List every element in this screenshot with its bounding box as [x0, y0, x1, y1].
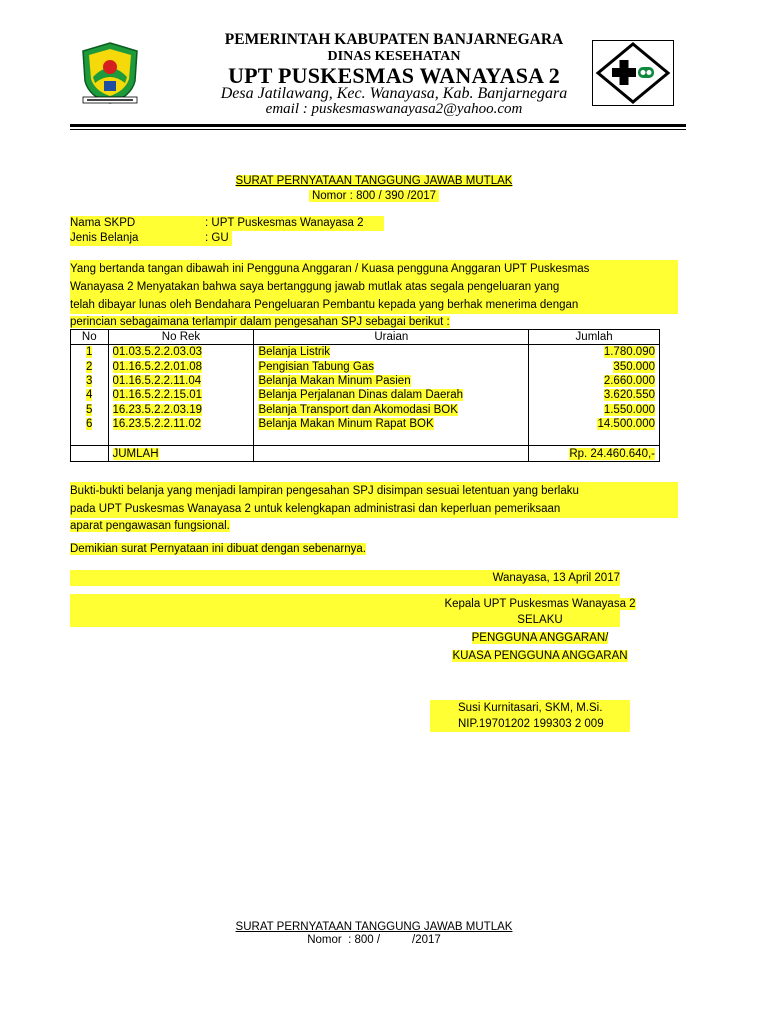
document-number: Nomor : 800 / 390 /2017 — [309, 190, 439, 202]
row-uraian: Belanja Perjalanan Dinas dalam Daerah — [258, 389, 464, 402]
statement-line: Demikian surat Pernyataan ini dibuat dengan sebenarnya. — [70, 543, 366, 555]
table-row — [71, 374, 660, 388]
row-no: 5 — [86, 403, 93, 416]
letterhead-government: PEMERINTAH KABUPATEN BANJARNEGARA — [224, 31, 564, 48]
closing-line-1: Bukti-bukti belanja yang menjadi lampiran pengesahan SPJ disimpan sesuai letentuan yang berlaku — [70, 482, 678, 500]
signature-role-4: KUASA PENGGUNA ANGGARAN — [452, 650, 628, 662]
closing-line-2: pada UPT Puskesmas Wanayasa 2 untuk kelengkapan administrasi dan keperluan pemeriksaan — [70, 500, 678, 518]
letterhead-institution: UPT PUSKESMAS WANAYASA 2 — [228, 63, 560, 88]
closing-paragraph — [70, 482, 678, 534]
row-no: 2 — [86, 360, 93, 373]
header-jumlah: Jumlah — [529, 330, 660, 345]
letterhead-rule-thin — [70, 129, 686, 130]
table-spacer-row — [71, 431, 660, 446]
row-no: 6 — [86, 417, 93, 430]
document-number-wrap — [0, 186, 748, 204]
nama-skpd-label: Nama SKPD — [70, 217, 136, 229]
intro-paragraph — [70, 260, 678, 330]
row-jumlah: 1.780.090 — [603, 346, 655, 359]
place-date: Wanayasa, 13 April 2017 — [492, 572, 620, 584]
next-page-number: Nomor : 800 / /2017 — [307, 934, 441, 946]
intro-line-4: perincian sebagaimana terlampir dalam pengesahan SPJ sebagai berikut : — [70, 316, 450, 328]
row-jumlah: 2.660.000 — [603, 375, 655, 388]
puskesmas-logo — [592, 40, 674, 106]
letterhead-address: Desa Jatilawang, Kec. Wanayasa, Kab. Banjarnegara — [220, 85, 568, 102]
letterhead-department: DINAS KESEHATAN — [327, 49, 461, 64]
intro-line-2: Wanayasa 2 Menyatakan bahwa saya bertanggung jawab mutlak atas segala pengeluaran yang — [70, 278, 678, 296]
row-jumlah: 3.620.550 — [603, 389, 655, 402]
letterhead-rule-thick — [70, 124, 686, 127]
signatory-name: Susi Kurnitasari, SKM, M.Si. — [430, 700, 630, 716]
row-jumlah: 14.500.000 — [597, 417, 655, 430]
row-uraian: Pengisian Tabung Gas — [258, 360, 374, 373]
row-no-rek: 01.03.5.2.2.03.03 — [112, 346, 203, 359]
place-date-bar — [70, 570, 620, 586]
row-no-rek: 01.16.5.2.2.01.08 — [112, 360, 203, 373]
row-jumlah: 350.000 — [613, 360, 655, 373]
row-no: 1 — [86, 346, 93, 359]
signature-role-2: SELAKU — [517, 614, 563, 626]
expense-table — [70, 329, 660, 462]
table-row — [71, 360, 660, 374]
row-no-rek: 01.16.5.2.2.11.04 — [112, 375, 202, 388]
document-title: SURAT PERNYATAAN TANGGUNG JAWAB MUTLAK — [235, 175, 513, 187]
next-page-title: SURAT PERNYATAAN TANGGUNG JAWAB MUTLAK — [235, 921, 513, 933]
row-no-rek: 16.23.5.2.2.11.02 — [112, 417, 202, 430]
signatory-nip: NIP.19701202 199303 2 009 — [430, 716, 630, 732]
row-jumlah: 1.550.000 — [603, 403, 655, 416]
row-uraian: Belanja Listrik — [258, 346, 331, 359]
table-row — [71, 345, 660, 360]
signature-role-1: Kepala UPT Puskesmas Wanayasa 2 — [444, 598, 636, 610]
nama-skpd-value: : UPT Puskesmas Wanayasa 2 — [205, 217, 364, 229]
table-total-row — [71, 446, 660, 461]
header-no-rek: No Rek — [108, 330, 254, 345]
row-uraian: Belanja Makan Minum Pasien — [258, 375, 411, 388]
signature-role-3: PENGGUNA ANGGARAN/ — [471, 632, 609, 644]
table-header-row — [71, 330, 660, 345]
header-uraian: Uraian — [254, 330, 529, 345]
row-no-rek: 01.16.5.2.2.15.01 — [112, 389, 203, 402]
signature-roles — [430, 596, 650, 664]
closing-line-3: aparat pengawasan fungsional. — [70, 520, 230, 532]
field-jenis-belanja — [70, 231, 232, 246]
letterhead-email: email : puskesmaswanayasa2@yahoo.com — [265, 101, 523, 117]
table-row — [71, 388, 660, 402]
row-uraian: Belanja Transport dan Akomodasi BOK — [258, 403, 458, 416]
jenis-belanja-label: Jenis Belanja — [70, 232, 139, 244]
jenis-belanja-value: : GU — [205, 232, 229, 244]
table-row — [71, 402, 660, 416]
row-no-rek: 16.23.5.2.2.03.19 — [112, 403, 203, 416]
row-no: 3 — [86, 375, 93, 388]
total-label: JUMLAH — [112, 447, 159, 460]
field-nama-skpd — [70, 216, 384, 231]
signatory — [430, 700, 650, 732]
intro-line-1: Yang bertanda tangan dibawah ini Pengguna Anggaran / Kuasa pengguna Anggaran UPT Puskesmas — [70, 260, 678, 278]
statement-wrap — [70, 542, 366, 557]
header-no: No — [71, 330, 109, 345]
row-no: 4 — [86, 389, 93, 402]
row-uraian: Belanja Makan Minum Rapat BOK — [258, 417, 434, 430]
total-value: Rp. 24.460.640,- — [569, 447, 655, 460]
table-row — [71, 417, 660, 431]
intro-line-3: telah dibayar lunas oleh Bendahara Pengeluaran Pembantu kepada yang berhak menerima dengan — [70, 296, 678, 314]
